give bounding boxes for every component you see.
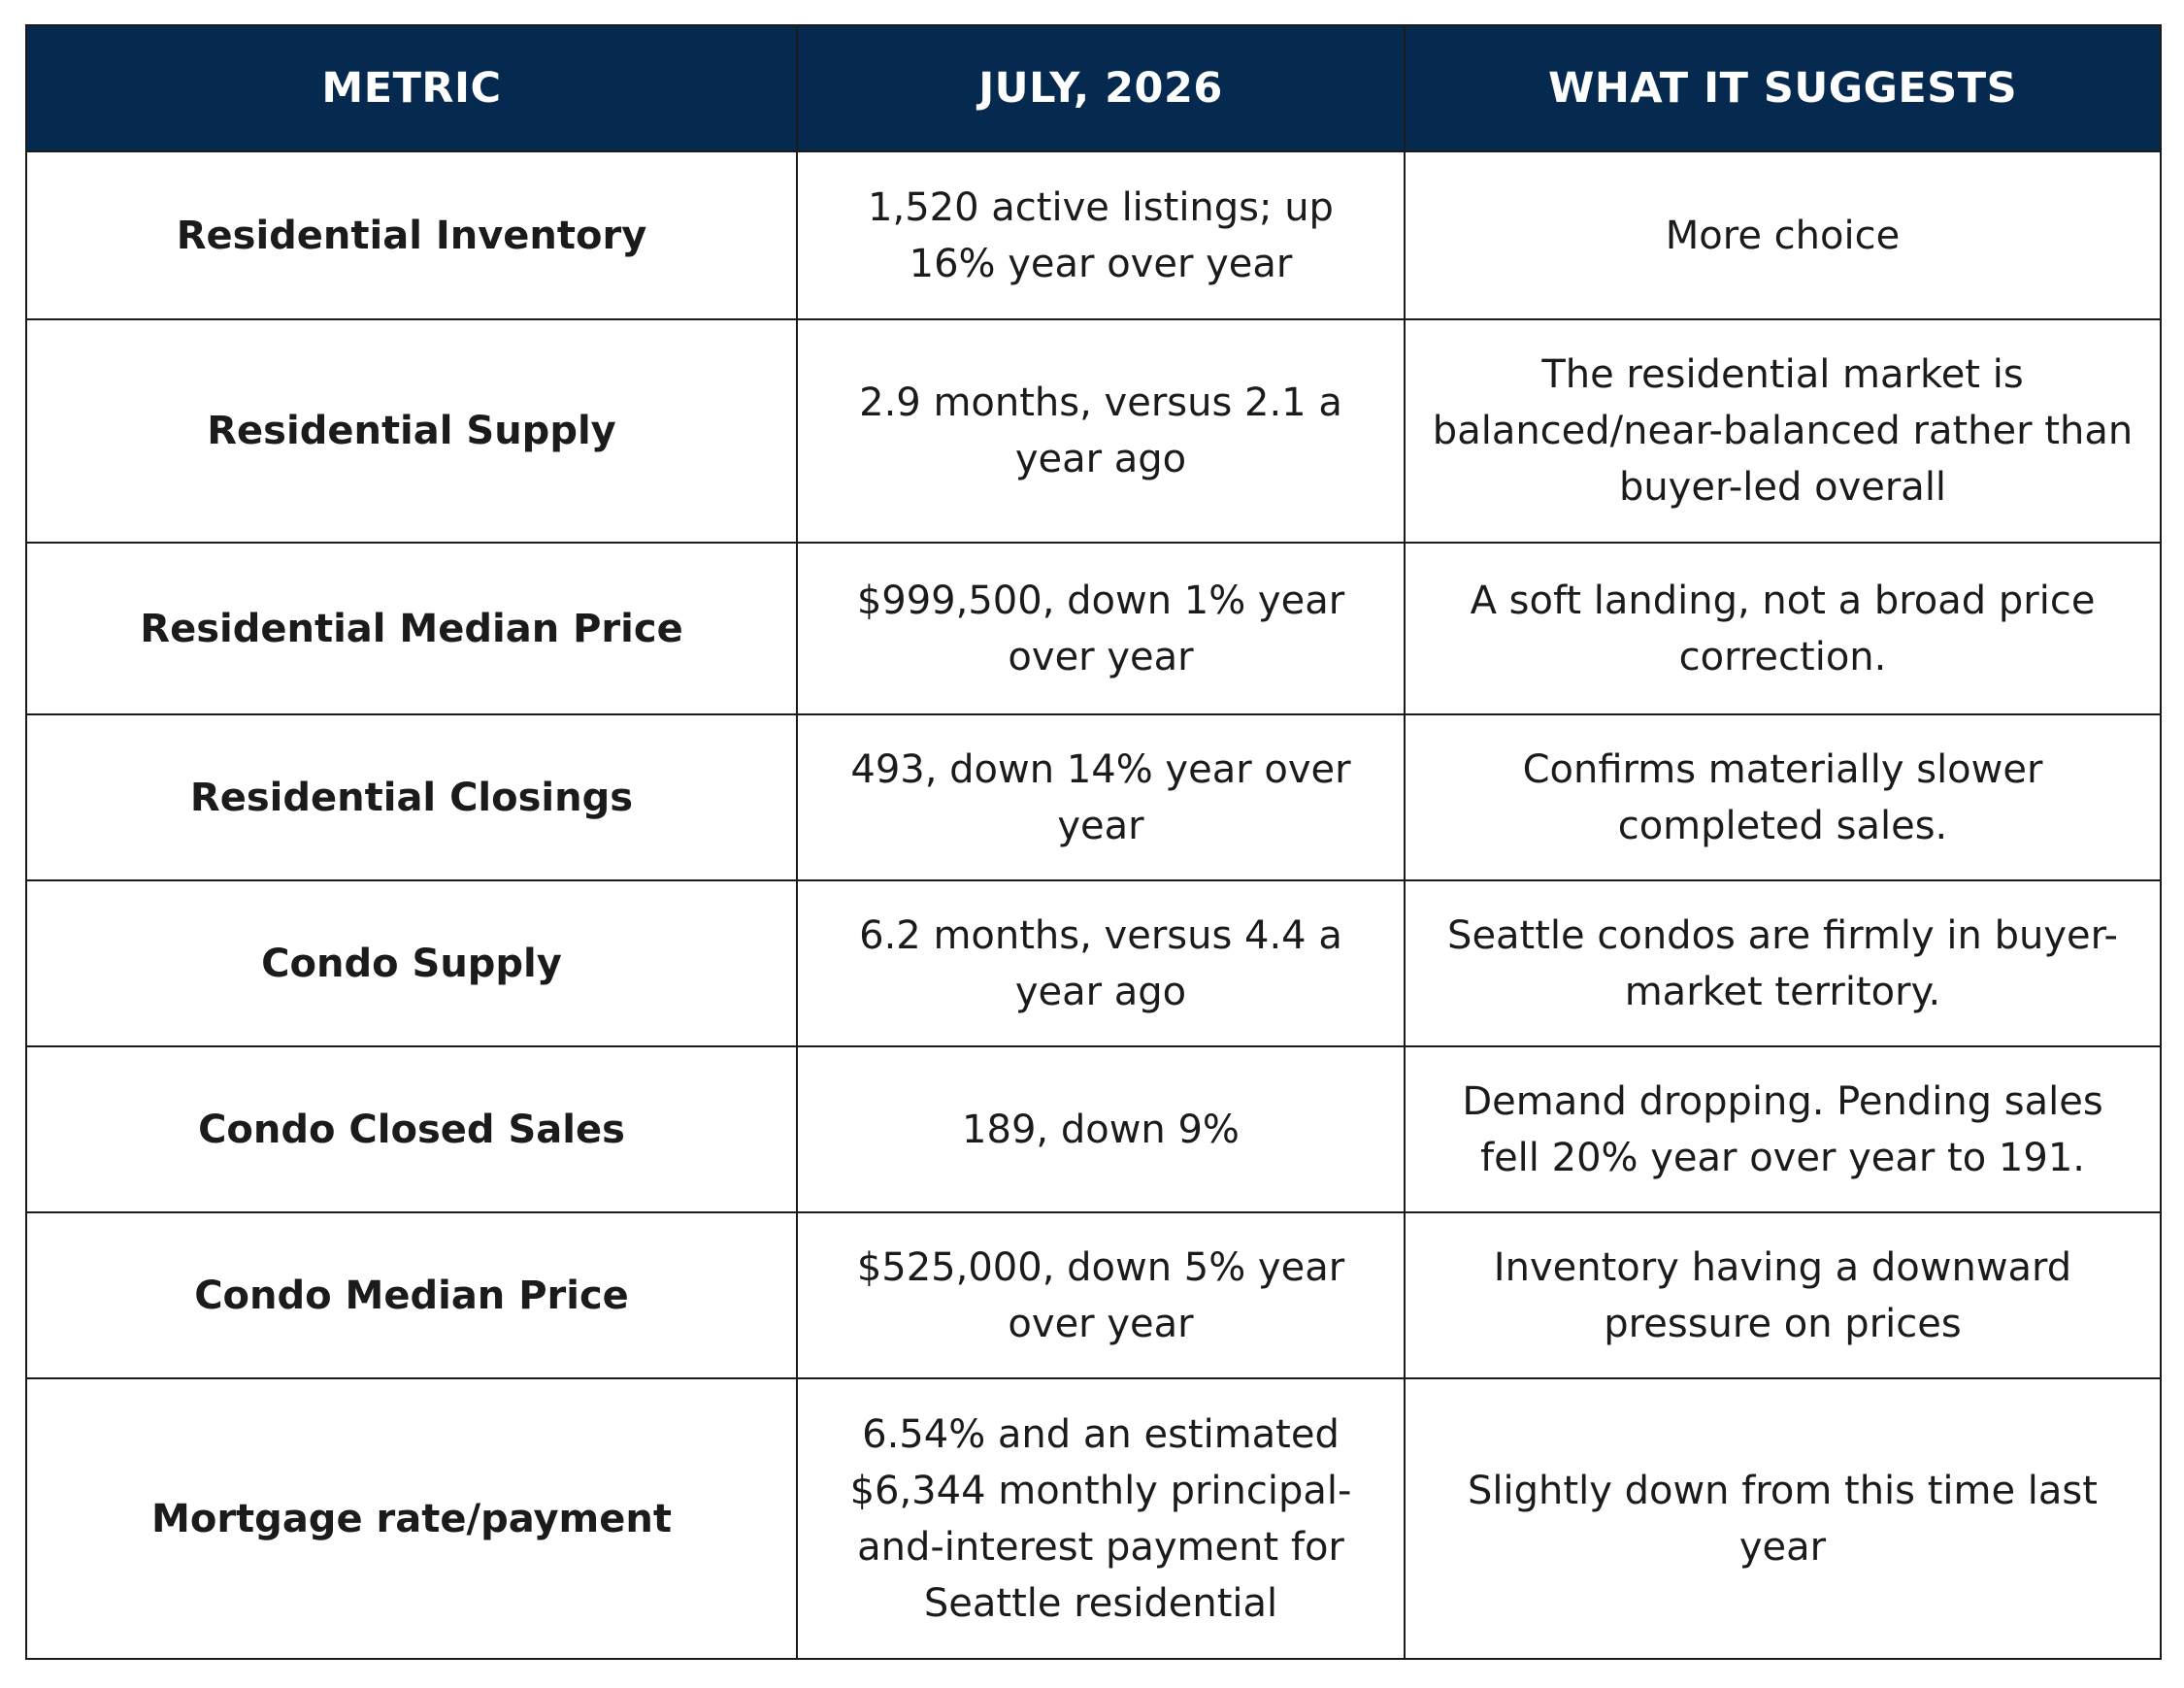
table-row bbox=[26, 319, 2161, 543]
metric-cell: Condo Median Price bbox=[26, 1212, 797, 1378]
value-cell: $525,000, down 5% year over year bbox=[797, 1212, 1405, 1378]
table-header bbox=[26, 25, 2161, 151]
header-period: JULY, 2026 bbox=[797, 25, 1405, 151]
table-row bbox=[26, 1046, 2161, 1212]
value-cell: 6.54% and an estimated $6,344 monthly principal-and-interest payment for Seattle residential bbox=[797, 1378, 1405, 1659]
value-cell: $999,500, down 1% year over year bbox=[797, 543, 1405, 714]
metric-cell: Residential Supply bbox=[26, 319, 797, 543]
suggests-cell: Seattle condos are firmly in buyer-market territory. bbox=[1405, 880, 2161, 1046]
header-metric: METRIC bbox=[26, 25, 797, 151]
metric-cell: Condo Closed Sales bbox=[26, 1046, 797, 1212]
metric-cell: Residential Closings bbox=[26, 714, 797, 880]
header-row bbox=[26, 25, 2161, 151]
suggests-cell: Slightly down from this time last year bbox=[1405, 1378, 2161, 1659]
metric-cell: Residential Median Price bbox=[26, 543, 797, 714]
market-metrics-table bbox=[25, 24, 2162, 1660]
metric-cell: Mortgage rate/payment bbox=[26, 1378, 797, 1659]
value-cell: 6.2 months, versus 4.4 a year ago bbox=[797, 880, 1405, 1046]
table-row bbox=[26, 543, 2161, 714]
table-row bbox=[26, 1212, 2161, 1378]
suggests-cell: Confirms materially slower completed sales. bbox=[1405, 714, 2161, 880]
suggests-cell: A soft landing, not a broad price correction. bbox=[1405, 543, 2161, 714]
table-row bbox=[26, 1378, 2161, 1659]
suggests-cell: The residential market is balanced/near-balanced rather than buyer-led overall bbox=[1405, 319, 2161, 543]
metric-cell: Residential Inventory bbox=[26, 151, 797, 319]
value-cell: 493, down 14% year over year bbox=[797, 714, 1405, 880]
table-row bbox=[26, 714, 2161, 880]
value-cell: 189, down 9% bbox=[797, 1046, 1405, 1212]
table-row bbox=[26, 151, 2161, 319]
value-cell: 1,520 active listings; up 16% year over year bbox=[797, 151, 1405, 319]
header-suggests: WHAT IT SUGGESTS bbox=[1405, 25, 2161, 151]
suggests-cell: Demand dropping. Pending sales fell 20% year over year to 191. bbox=[1405, 1046, 2161, 1212]
suggests-cell: More choice bbox=[1405, 151, 2161, 319]
metric-cell: Condo Supply bbox=[26, 880, 797, 1046]
table-row bbox=[26, 880, 2161, 1046]
value-cell: 2.9 months, versus 2.1 a year ago bbox=[797, 319, 1405, 543]
suggests-cell: Inventory having a downward pressure on prices bbox=[1405, 1212, 2161, 1378]
table-body bbox=[26, 151, 2161, 1659]
